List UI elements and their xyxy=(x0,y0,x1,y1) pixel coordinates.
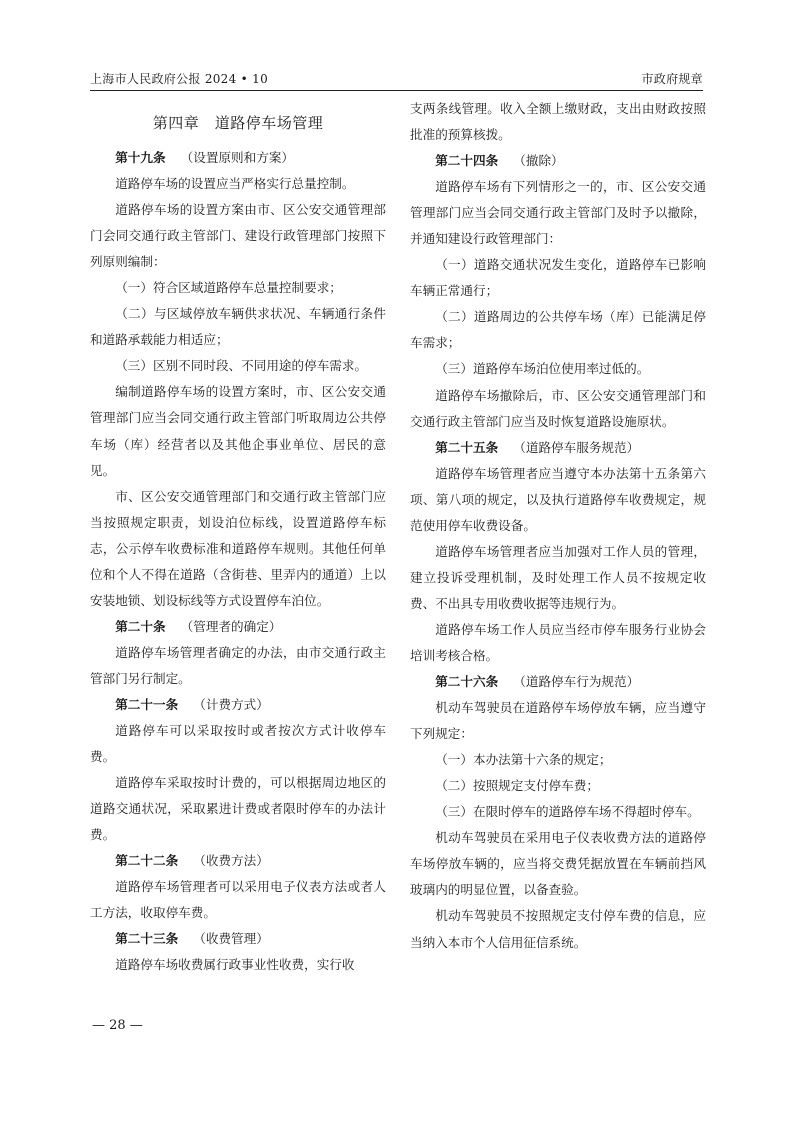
paragraph: 道路停车场管理者应当加强对工作人员的管理，建立投诉受理机制，及时处理工作人员不按规定收费、不出具专用收费收据等违规行为。 xyxy=(410,543,706,611)
paragraph: （三）道路停车场泊位使用率过低的。 xyxy=(435,361,650,377)
article-title: （计费方式） xyxy=(193,696,269,712)
paragraph: （二）按照规定支付停车费； xyxy=(435,778,599,794)
paragraph: （二）与区域停放车辆供求状况、车辆通行条件和道路承载能力相适应； xyxy=(90,306,386,348)
article-title: （收费方法） xyxy=(193,853,269,869)
article-title: （道路停车服务规范） xyxy=(513,439,640,455)
article-label: 第二十一条 xyxy=(115,696,179,712)
paragraph: （三）在限时停车的道路停车场不得超时停车。 xyxy=(435,804,700,820)
left-column xyxy=(90,96,386,979)
paragraph: 道路停车场撤除后，市、区公安交通管理部门和交通行政主管部门应当及时恢复道路设施原状。 xyxy=(410,387,706,429)
page-number: — 28 — xyxy=(92,1018,143,1033)
section-title: 市政府规章 xyxy=(641,72,703,86)
paragraph: （二）道路周边的公共停车场（库）已能满足停车需求； xyxy=(410,309,706,351)
paragraph: 机动车驾驶员在采用电子仪表收费方法的道路停车场停放车辆的，应当将交费凭据放置在车辆前挡风玻璃内的明显位置，以备查验。 xyxy=(410,830,706,898)
article-heading xyxy=(90,926,386,952)
article-heading xyxy=(410,148,706,174)
article-label: 第二十三条 xyxy=(115,931,179,947)
article-heading xyxy=(90,692,386,718)
paragraph: 道路停车场有下列情形之一的，市、区公安交通管理部门应当会同交通行政主管部门及时予以撤除，并通知建设行政管理部门： xyxy=(410,179,706,247)
article-title: （管理者的确定） xyxy=(180,618,282,634)
article-label: 第十九条 xyxy=(115,150,166,165)
paragraph: 道路停车场收费属行政事业性收费，实行收 xyxy=(115,957,355,973)
paragraph: 支两条线管理。收入全额上缴财政，支出由财政按照批准的预算核拨。 xyxy=(410,101,706,143)
article-heading xyxy=(410,435,706,461)
article-heading xyxy=(90,145,386,171)
article-title: （撤除） xyxy=(513,153,564,169)
paragraph: 道路停车场管理者应当遵守本办法第十五条第六项、第八项的规定，以及执行道路停车收费规定，规范使用停车收费设备。 xyxy=(410,465,706,533)
paragraph: （一）道路交通状况发生变化，道路停车已影响车辆正常通行； xyxy=(410,257,706,299)
paragraph: 道路停车场的设置应当严格实行总量控制。 xyxy=(115,176,355,192)
article-label: 第二十条 xyxy=(115,618,166,634)
page-header xyxy=(90,66,703,90)
paragraph: 机动车驾驶员不按照规定支付停车费的信息，应当纳入本市个人信用征信系统。 xyxy=(410,908,706,950)
article-title: （设置原则和方案） xyxy=(180,150,295,165)
paragraph: 道路停车采取按时计费的，可以根据周边地区的道路交通状况，采取累进计费或者限时停车的办法计费。 xyxy=(90,775,386,843)
paragraph: 道路停车场的设置方案由市、区公安交通管理部门会同交通行政主管部门、建设行政管理部门按照下列原则编制： xyxy=(90,202,386,270)
right-column xyxy=(410,96,706,956)
paragraph: 道路停车可以采取按时或者按次方式计收停车费。 xyxy=(90,723,386,765)
article-label: 第二十二条 xyxy=(115,853,179,869)
journal-title: 上海市人民政府公报 2024 • 10 xyxy=(90,72,269,86)
article-title: （道路停车行为规范） xyxy=(513,674,640,690)
paragraph: 机动车驾驶员在道路停车场停放车辆，应当遵守下列规定： xyxy=(410,700,706,742)
paragraph: 市、区公安交通管理部门和交通行政主管部门应当按照规定职责，划设泊位标线，设置道路停车标志，公示停车收费标准和道路停车规则。其他任何单位和个人不得在道路（含街巷、里弄内的通道）上以安装地锁、划设标线等方式设置停车泊位。 xyxy=(90,488,386,608)
paragraph: 编制道路停车场的设置方案时，市、区公安交通管理部门应当会同交通行政主管部门听取周边公共停车场（库）经营者以及其他企事业单位、居民的意见。 xyxy=(90,384,386,478)
paragraph: （一）本办法第十六条的规定； xyxy=(435,752,612,768)
paragraph: 道路停车场管理者可以采用电子仪表方法或者人工方法，收取停车费。 xyxy=(90,879,386,921)
paragraph: 道路停车场管理者确定的办法，由市交通行政主管部门另行制定。 xyxy=(90,644,386,686)
article-heading xyxy=(90,848,386,874)
header-rule xyxy=(90,90,703,91)
article-heading xyxy=(90,614,386,640)
paragraph: （三）区别不同时段、不同用途的停车需求。 xyxy=(115,358,368,374)
article-label: 第二十五条 xyxy=(435,439,499,455)
article-heading xyxy=(410,669,706,695)
article-label: 第二十六条 xyxy=(435,674,499,690)
paragraph: （一）符合区域道路停车总量控制要求； xyxy=(115,280,342,296)
article-title: （收费管理） xyxy=(193,931,269,947)
chapter-title: 第四章 道路停车场管理 xyxy=(152,114,324,132)
paragraph: 道路停车场工作人员应当经市停车服务行业协会培训考核合格。 xyxy=(410,621,706,663)
article-label: 第二十四条 xyxy=(435,153,499,169)
